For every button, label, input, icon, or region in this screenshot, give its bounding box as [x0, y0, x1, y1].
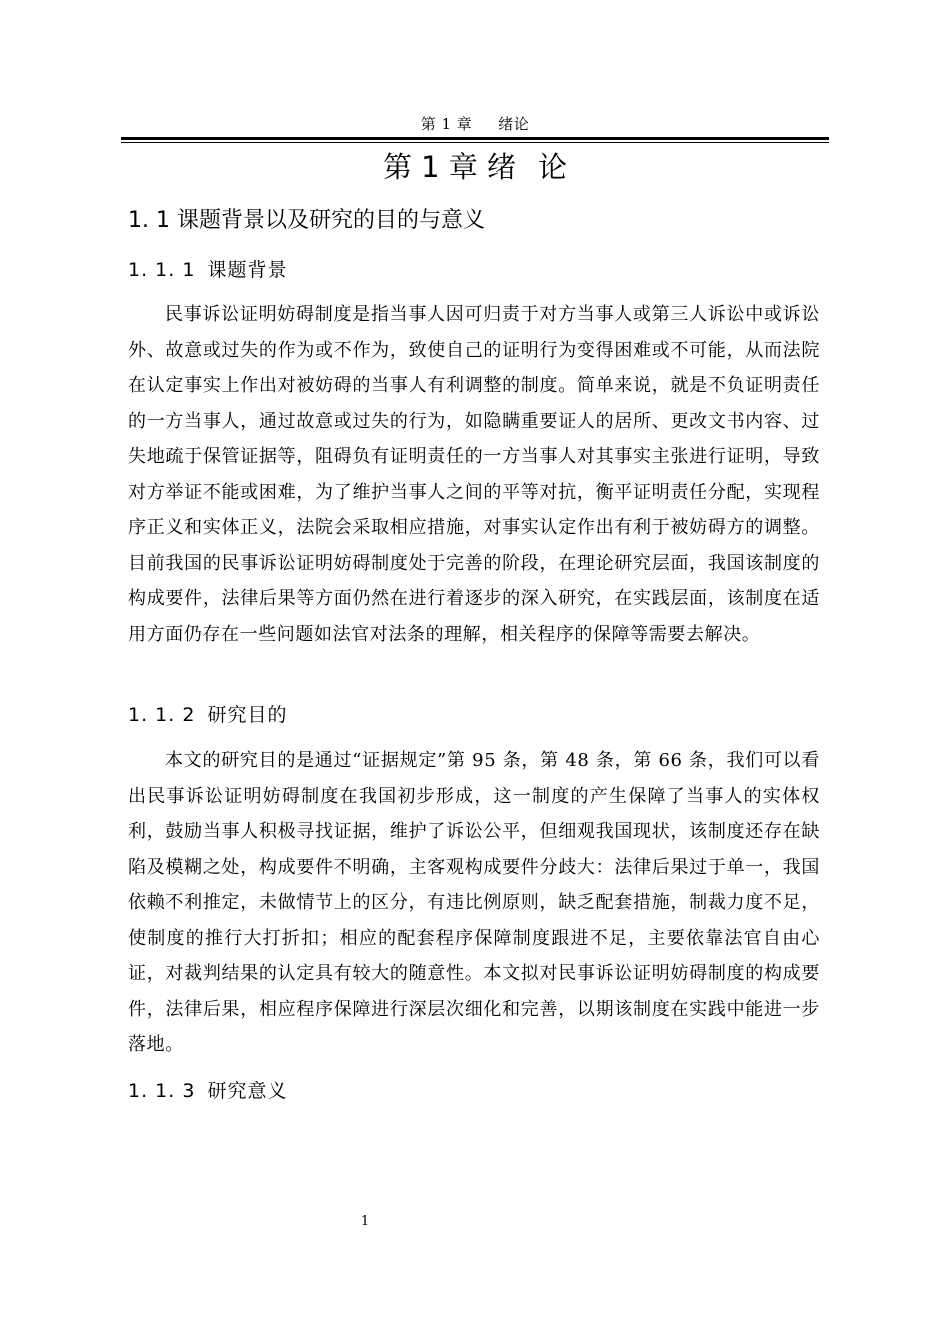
paragraph-purpose: 本文的研究目的是通过“证据规定”第 95 条，第 48 条，第 66 条，我们可以看出民事诉讼证明妨碍制度在我国初步形成，这一制度的产生保障了当事人的实体权利，鼓励当事人积极寻找证据，维护了诉讼公平，但细观我国现状，该制度还存在缺陷及模糊之处，构成要件不明确，主客观构成要件分歧大：法律后果过于单一，我国依赖不利推定，未做情节上的区分，有违比例原则，缺乏配套措施，制裁力度不足，使制度的推行大打折扣；相应的配套程序保障制度跟进不足，主要依靠法官自由心证，对裁判结果的认定具有较大的随意性。本文拟对民事诉讼证明妨碍制度的构成要件，法律后果，相应程序保障进行深层次细化和完善，以期该制度在实践中能进一步落地。 [128, 750, 820, 1055]
section-heading-1-1: 1. 1 课题背景以及研究的目的与意义 [128, 208, 485, 233]
subsection-number: 1. 1. 3 [128, 1080, 196, 1102]
subsection-heading-1-1-3 [128, 1076, 287, 1106]
running-header-chapter: 第 1 章 [420, 115, 473, 133]
chapter-title-part2: 论 [538, 150, 568, 184]
subsection-title: 课题背景 [207, 259, 288, 281]
subsection-heading-1-1-1 [128, 255, 287, 285]
subsection-number: 1. 1. 1 [128, 259, 196, 281]
subsection-number: 1. 1. 2 [128, 704, 196, 726]
subsection-title: 研究意义 [207, 1080, 288, 1102]
subsection-heading-1-1-2 [128, 700, 287, 730]
header-rule-thin [121, 142, 829, 143]
page-number: 1 [360, 1214, 370, 1229]
paragraph-background: 民事诉讼证明妨碍制度是指当事人因可归责于对方当事人或第三人诉讼中或诉讼外、故意或过失的作为或不作为，致使自己的证明行为变得困难或不可能，从而法院在认定事实上作出对被妨碍的当事人有利调整的制度。简单来说，就是不负证明责任的一方当事人，通过故意或过失的行为，如隐瞒重要证人的居所、更改文书内容、过失地疏于保管证据等，阻碍负有证明责任的一方当事人对其事实主张进行证明，导致对方举证不能或困难，为了维护当事人之间的平等对抗，衡平证明责任分配，实现程序正义和实体正义，法院会采取相应措施，对事实认定作出有利于被妨碍方的调整。目前我国的民事诉讼证明妨碍制度处于完善的阶段，在理论研究层面，我国该制度的构成要件，法律后果等方面仍然在进行着逐步的深入研究，在实践层面，该制度在适用方面仍存在一些问题如法官对法条的理解，相关程序的保障等需要去解决。 [128, 304, 820, 645]
chapter-title [121, 145, 829, 189]
chapter-title-part1: 第 1 章 绪 [382, 150, 517, 184]
subsection-title: 研究目的 [207, 704, 288, 726]
header-rule-thick [121, 137, 829, 140]
running-header-title: 绪论 [498, 115, 530, 133]
running-header [121, 113, 829, 134]
